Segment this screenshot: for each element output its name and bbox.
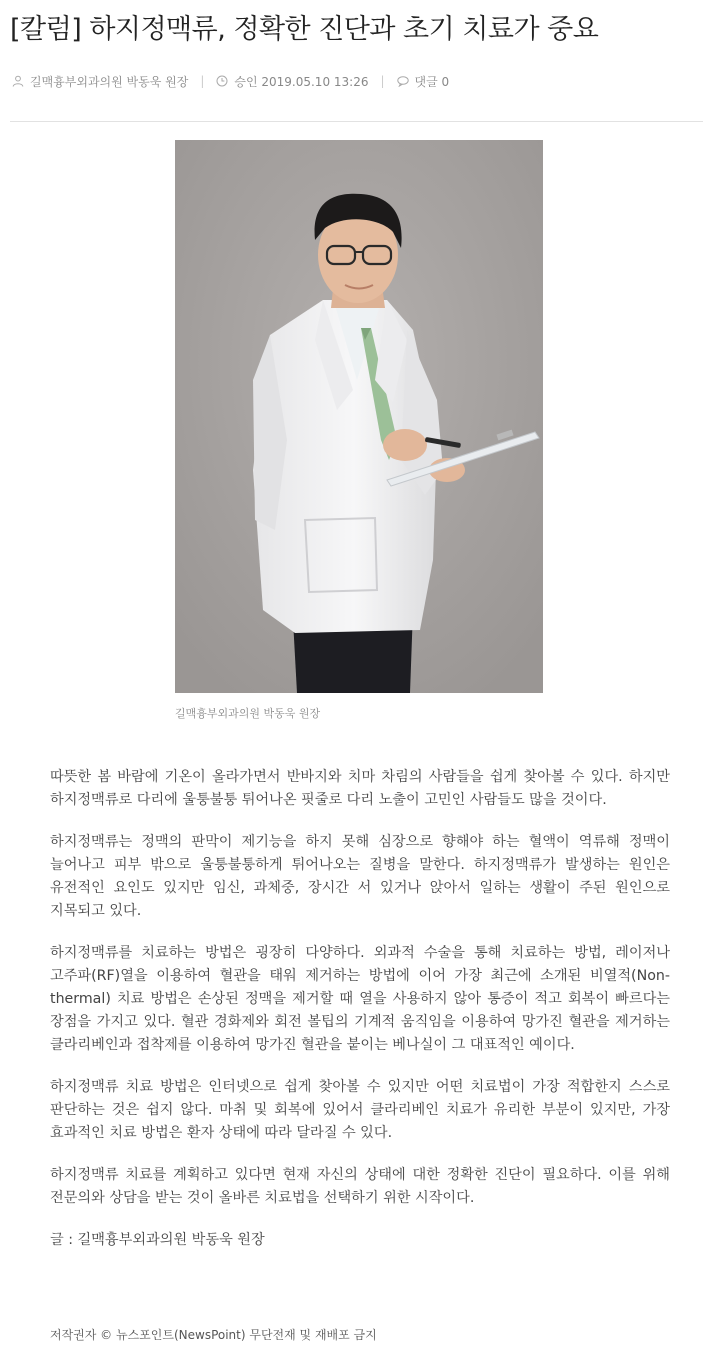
meta-author — [12, 73, 188, 90]
article-paragraph: 하지정맥류 치료를 계획하고 있다면 현재 자신의 상태에 대한 정확한 진단이 필요하다. 이를 위해 전문의와 상담을 받는 것이 올바른 치료법을 선택하기 위한 시작이다. — [50, 1167, 670, 1206]
user-icon — [12, 75, 24, 87]
article-meta — [12, 72, 449, 90]
clock-icon — [216, 75, 228, 87]
meta-approved — [216, 73, 368, 90]
article-title: [칼럼] 하지정맥류, 정확한 진단과 초기 치료가 중요 — [10, 14, 599, 45]
comment-icon — [397, 75, 409, 87]
article-author-line: 글 : 길맥흉부외과의원 박동욱 원장 — [50, 1232, 265, 1248]
article-paragraph: 따뜻한 봄 바람에 기온이 올라가면서 반바지와 치마 차림의 사람들을 쉽게 찾아볼 수 있다. 하지만 하지정맥류로 다리에 울퉁불퉁 튀어나온 핏줄로 다리 노출이 고민인 사람들도 많을 것이다. — [50, 769, 670, 808]
meta-separator: | — [200, 74, 205, 88]
article-paragraph: 하지정맥류는 정맥의 판막이 제기능을 하지 못해 심장으로 향해야 하는 혈액이 역류해 정맥이 늘어나고 피부 밖으로 울퉁불퉁하게 튀어나오는 질병을 말한다. 하지정맥류가 발생하는 원인은 유전적인 요인도 있지만 임신, 과체중, 장시간 서 있거나 앉아서 일하는 생활이 주된 원인으로 지목되고 있다. — [50, 834, 670, 919]
meta-approved-text: 승인 2019.05.10 13:26 — [234, 74, 369, 89]
meta-author-text: 길맥흉부외과의원 박동욱 원장 — [30, 74, 189, 89]
header-divider — [10, 121, 703, 122]
article-body — [50, 766, 670, 1271]
article-paragraph: 하지정맥류 치료 방법은 인터넷으로 쉽게 찾아볼 수 있지만 어떤 치료법이 가장 적합한지 스스로 판단하는 것은 쉽지 않다. 마취 및 회복에 있어서 클라리베인 치료가 유리한 부분이 있지만, 가장 효과적인 치료 방법은 환자 상태에 따라 달라질 수 있다. — [50, 1079, 670, 1141]
meta-comments-text[interactable]: 댓글 0 — [414, 74, 450, 89]
meta-comments[interactable] — [397, 73, 450, 90]
article-paragraph: 하지정맥류를 치료하는 방법은 굉장히 다양하다. 외과적 수술을 통해 치료하는 방법, 레이저나 고주파(RF)열을 이용하여 혈관을 태워 제거하는 방법에 이어 가장 최근에 소개된 비열적(Non-thermal) 치료 방법은 손상된 정맥을 제거할 때 열을 사용하지 않아 통증이 적고 회복이 빠르다는 장점을 가지고 있다. 혈관 경화제와 회전 볼팁의 기계적 움직임을 이용하여 망가진 혈관을 제거하는 클라리베인과 접착제를 이용하여 망가진 혈관을 붙이는 베나실이 그 대표적인 예이다. — [50, 945, 670, 1053]
meta-separator: | — [380, 74, 385, 88]
article-photo — [175, 140, 543, 693]
copyright-notice: 저작권자 © 뉴스포인트(NewsPoint) 무단전재 및 재배포 금지 — [50, 1328, 377, 1342]
photo-caption: 길맥흉부외과의원 박동욱 원장 — [175, 707, 321, 720]
doctor-portrait-illustration — [175, 140, 543, 693]
